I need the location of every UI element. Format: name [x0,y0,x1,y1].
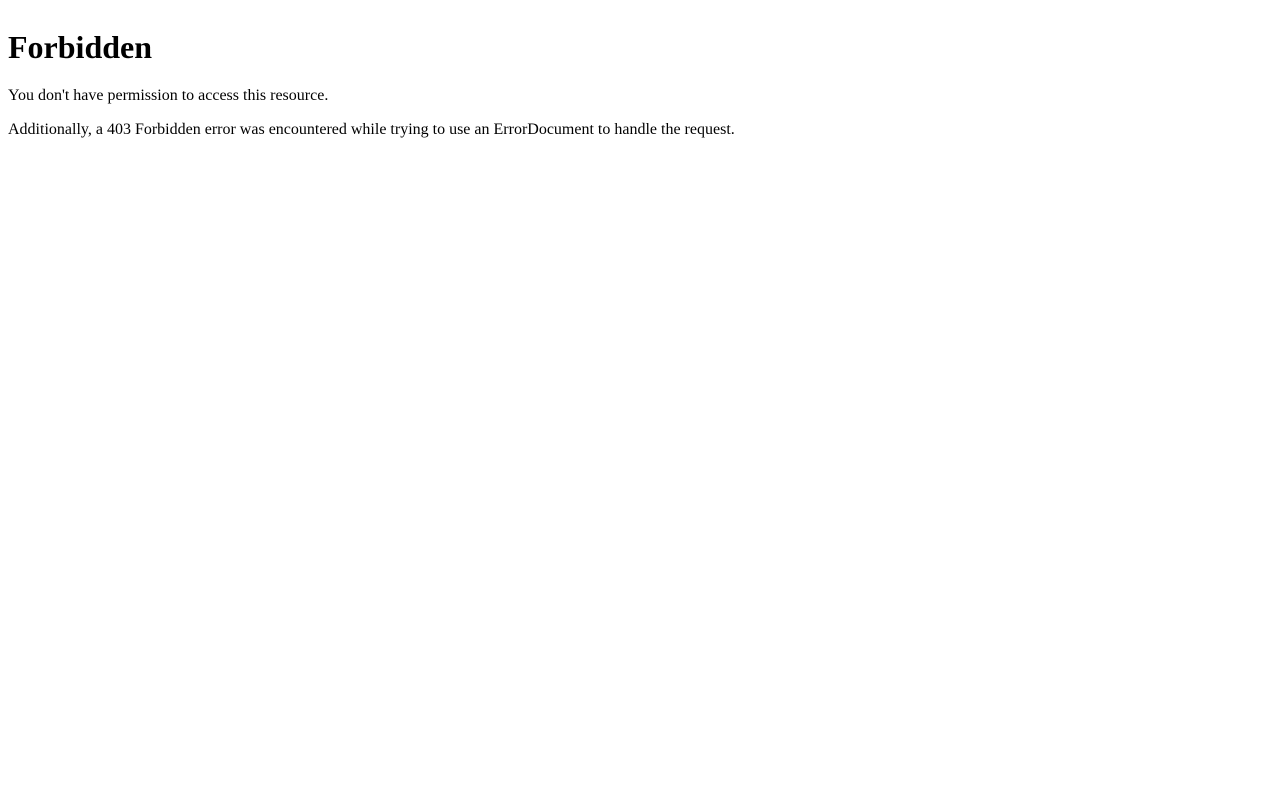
error-additional-message: Additionally, a 403 Forbidden error was encountered while trying to use an ErrorDocument to handle the request. [8,121,735,139]
error-message: You don't have permission to access this resource. [8,86,329,104]
error-title: Forbidden [8,29,153,65]
